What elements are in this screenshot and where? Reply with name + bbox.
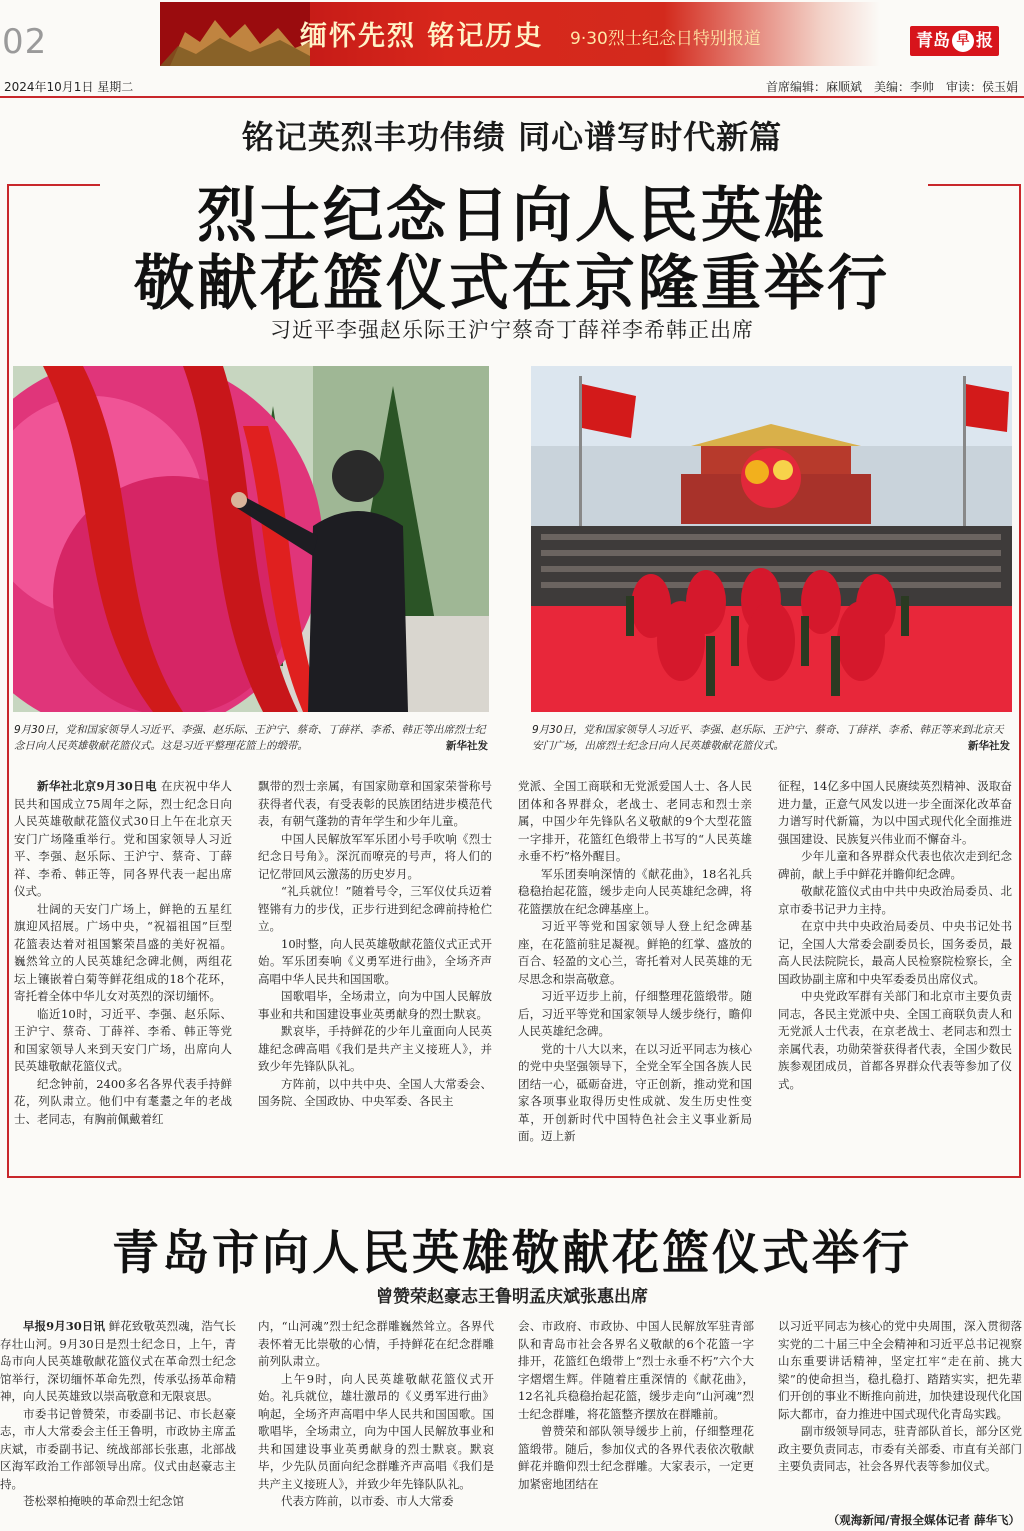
photo2-caption [532, 722, 1010, 754]
paragraph: 上午9时，向人民英雄敬献花篮仪式开始。礼兵就位，雄壮激昂的《义勇军进行曲》响起，全场齐声高唱中华人民共和国国歌。国歌唱毕，全场肃立，向为中国人民解放事业和共和国建设事业英勇献身的烈士默哀。默哀毕，少先队员面向纪念群雕齐声高唱《我们是共产主义接班人》，并致少年先锋队队礼。 [258, 1371, 494, 1491]
paragraph: 少年儿童和各界群众代表也依次走到纪念碑前，献上手中鲜花并瞻仰纪念碑。 [778, 849, 1012, 881]
photo2-source: 新华社发 [968, 740, 1010, 752]
story2-column-3 [518, 1318, 754, 1493]
paragraph: 会、市政府、市政协、中国人民解放军驻青部队和青岛市社会各界名义敬献的6个花篮一字排开，花篮红色缎带上“烈士永垂不朽”六个大字熠熠生辉。伴随着庄重深情的《献花曲》，12名礼兵稳稳抬起花篮，缓步走向“山河魂”烈士纪念群雕，将花篮整齐摆放在群雕前。 [518, 1319, 754, 1421]
paragraph: 新华社北京9月30日电 在庆祝中华人民共和国成立75周年之际，烈士纪念日向人民英雄敬献花篮仪式30日上午在北京天安门广场隆重举行。党和国家领导人习近平、李强、赵乐际、王沪宁、蔡奇、丁薛祥、李希、韩正等，同各界代表一起出席仪式。 [14, 779, 233, 898]
editor-credits: 首席编辑：麻顺斌 美编：李帅 审读：侯玉娟 [765, 80, 1018, 94]
photo-tiananmen-square [531, 366, 1012, 712]
issue-date: 2024年10月1日 星期二 [4, 80, 134, 94]
headline-line-1: 烈士纪念日向人民英雄 [197, 181, 827, 251]
story2-subheadline: 曾赞荣赵豪志王鲁明孟庆斌张惠出席 [376, 1287, 648, 1307]
story2-column-1 [0, 1318, 236, 1511]
banner-subtitle: 9·30烈士纪念日特别报道 [570, 29, 761, 49]
paragraph: 纪念钟前，2400多名各界代表手持鲜花，列队肃立。他们中有耄耋之年的老战士、老同志，有胸前佩戴着红 [14, 1076, 232, 1126]
paragraph: 习近平迈步上前，仔细整理花篮缎带。随后，习近平等党和国家领导人缓步绕行，瞻仰人民英雄纪念碑。 [518, 989, 752, 1038]
paragraph: 内，“山河魂”烈士纪念群雕巍然耸立。各界代表怀着无比崇敬的心情，手持鲜花在纪念群雕前列队肃立。 [258, 1319, 494, 1368]
story1-column-1 [14, 778, 232, 1128]
paragraph: 党的十八大以来，在以习近平同志为核心的党中央坚强领导下，全党全军全国各族人民团结一心，砥砺奋进，守正创新，推动党和国家各项事业取得历史性成就、发生历史性变革，开创新时代中国特色社会主义事业新局面。迈上新 [518, 1041, 752, 1143]
story-kicker: 铭记英烈丰功伟绩 同心谱写时代新篇 [241, 118, 783, 156]
paragraph: 飘带的烈士亲属，有国家勋章和国家荣誉称号获得者代表，有受表彰的民族团结进步模范代表，有朝气蓬勃的青年学生和少年儿童。 [258, 779, 492, 828]
paragraph: 苍松翠柏掩映的革命烈士纪念馆 [23, 1494, 184, 1508]
paragraph: 默哀毕，手持鲜花的少年儿童面向人民英雄纪念碑高唱《我们是共产主义接班人》，并致少年先锋队队礼。 [258, 1024, 492, 1073]
reporter-credit: （观海新闻/青报全媒体记者 薛华飞） [827, 1513, 1020, 1527]
dateline: 新华社北京9月30日电 [37, 779, 157, 793]
story2-column-4 [778, 1318, 1022, 1476]
banner-title: 缅怀先烈 铭记历史 [300, 21, 544, 52]
paragraph: 敬献花篮仪式由中共中央政治局委员、北京市委书记尹力主持。 [778, 884, 1012, 916]
story2-headline: 青岛市向人民英雄敬献花篮仪式举行 [112, 1226, 912, 1281]
paragraph: 临近10时，习近平、李强、赵乐际、王沪宁、蔡奇、丁薛祥、李希、韩正等党和国家领导人来到天安门广场，出席向人民英雄敬献花篮仪式。 [14, 1006, 232, 1073]
paragraph: 壮阔的天安门广场上，鲜艳的五星红旗迎风招展。广场中央，“祝福祖国”巨型花篮表达着对祖国繁荣昌盛的美好祝福。巍然耸立的人民英雄纪念碑北侧，两组花坛上镶嵌着白菊等鲜花组成的18个花环，寄托着全体中华儿女对英烈的深切缅怀。 [14, 901, 232, 1003]
header-rule [0, 96, 1024, 98]
photo-ribbon-wreath [13, 366, 489, 712]
paragraph: 10时整，向人民英雄敬献花篮仪式正式开始。军乐团奏响《义勇军进行曲》，全场齐声高唱中华人民共和国国歌。 [258, 936, 492, 986]
story1-column-3 [518, 778, 752, 1146]
story2-column-2 [258, 1318, 494, 1511]
photo2-caption-text: 9月30日，党和国家领导人习近平、李强、赵乐际、王沪宁、蔡奇、丁薛祥、李希、韩正等来到北京天安门广场，出席烈士纪念日向人民英雄敬献花篮仪式。 [532, 724, 1004, 752]
paragraph: 在京中共中央政治局委员、中央书记处书记，全国人大常委会副委员长，国务委员，最高人民法院院长，最高人民检察院检察长，全国政协副主席和中央军委委员出席仪式。 [778, 919, 1012, 986]
subheadline: 习近平李强赵乐际王沪宁蔡奇丁薛祥李希韩正出席 [270, 318, 754, 342]
paragraph: 方阵前，以中共中央、全国人大常委会、国务院、全国政协、中央军委、各民主 [258, 1076, 492, 1108]
story1-column-4 [778, 778, 1012, 1093]
paragraph: 军乐团奏响深情的《献花曲》，18名礼兵稳稳抬起花篮，缓步走向人民英雄纪念碑，将花篮摆放在纪念碑基座上。 [518, 866, 752, 916]
monument-sculpture-graphic [160, 2, 310, 66]
logo-text-left: 青岛 [916, 31, 950, 51]
photo1-source: 新华社发 [446, 740, 488, 752]
headline-line-2: 敬献花篮仪式在京隆重举行 [134, 249, 890, 319]
paragraph: 习近平等党和国家领导人登上纪念碑基座，在花篮前驻足凝视。鲜艳的红掌、盛放的百合、轻盈的文心兰，寄托着对人民英雄的无尽思念和崇高敬意。 [518, 919, 752, 986]
paragraph: 中国人民解放军军乐团小号手吹响《烈士纪念日号角》。深沉而嘹亮的号声，将人们的记忆带回风云激荡的历史岁月。 [258, 831, 492, 881]
paragraph: 党派、全国工商联和无党派爱国人士、各人民团体和各界群众，老战士、老同志和烈士亲属，中国少年先锋队名义敬献的9个大型花篮一字排开，花篮红色缎带上书写的“人民英雄永垂不朽”格外醒目。 [518, 779, 752, 863]
paragraph: 国歌唱毕，全场肃立，向为中国人民解放事业和共和国建设事业英勇献身的烈士默哀。 [258, 989, 492, 1021]
page-number: 02 [2, 22, 48, 62]
paragraph: 征程，14亿多中国人民赓续英烈精神、汲取奋进力量，正意气风发以进一步全面深化改革奋力谱写时代新篇，为以中国式现代化全面推进强国建设、民族复兴伟业而不懈奋斗。 [778, 779, 1012, 846]
paragraph: 副市级领导同志，驻青部队首长，部分区党政主要负责同志，市委有关部委、市直有关部门主要负责同志，社会各界代表等参加仪式。 [778, 1424, 1022, 1473]
logo-badge: 早 [952, 30, 974, 52]
newspaper-logo [910, 26, 999, 56]
paragraph: “礼兵就位！”随着号令，三军仪仗兵迈着铿锵有力的步伐，正步行进到纪念碑前持枪伫立。 [258, 884, 492, 933]
photo1-caption [14, 722, 488, 754]
paragraph: 曾赞荣和部队领导缓步上前，仔细整理花篮缎带。随后，参加仪式的各界代表依次敬献鲜花并瞻仰烈士纪念群雕。大家表示，一定更加紧密地团结在 [518, 1424, 754, 1491]
paragraph: 早报9月30日讯 鲜花致敬英烈魂，浩气长存壮山河。9月30日是烈士纪念日，上午，青岛市向人民英雄敬献花篮仪式在革命烈士纪念馆举行，深切缅怀革命先烈，传承弘扬革命精神，向人民英雄致以崇高敬意和无限哀思。 [0, 1319, 237, 1403]
paragraph: 市委书记曾赞荣，市委副书记、市长赵豪志，市人大常委会主任王鲁明，市政协主席孟庆斌，市委副书记、统战部部长张惠，北部战区海军政治工作部领导出席。仪式由赵豪志主持。 [0, 1406, 236, 1491]
story1-column-2 [258, 778, 492, 1111]
paragraph: 以习近平同志为核心的党中央周围，深入贯彻落实党的二十届三中全会精神和习近平总书记视察山东重要讲话精神，坚定扛牢“走在前、挑大梁”的使命担当，稳扎稳打、踏踏实实，把先辈们开创的事业不断推向前进，加快建设现代化国际大都市，奋力推进中国式现代化青岛实践。 [778, 1319, 1022, 1421]
paragraph: 中央党政军群有关部门和北京市主要负责同志，各民主党派中央、全国工商联负责人和无党派人士代表，在京老战士、老同志和烈士亲属代表，功勋荣誉获得者代表，全国少数民族参观团成员，首都各界群众代表等参加了仪式。 [778, 989, 1012, 1091]
logo-text-right: 报 [976, 31, 993, 51]
square-photo-illustration [531, 366, 1012, 712]
special-report-banner [160, 2, 880, 66]
dateline: 早报9月30日讯 [23, 1319, 106, 1333]
photo1-caption-text: 9月30日，党和国家领导人习近平、李强、赵乐际、王沪宁、蔡奇、丁薛祥、李希、韩正等出席烈士纪念日向人民英雄敬献花篮仪式。这是习近平整理花篮上的缎带。 [14, 724, 486, 752]
paragraph: 代表方阵前，以市委、市人大常委 [281, 1494, 454, 1508]
wreath-photo-illustration [13, 366, 489, 712]
